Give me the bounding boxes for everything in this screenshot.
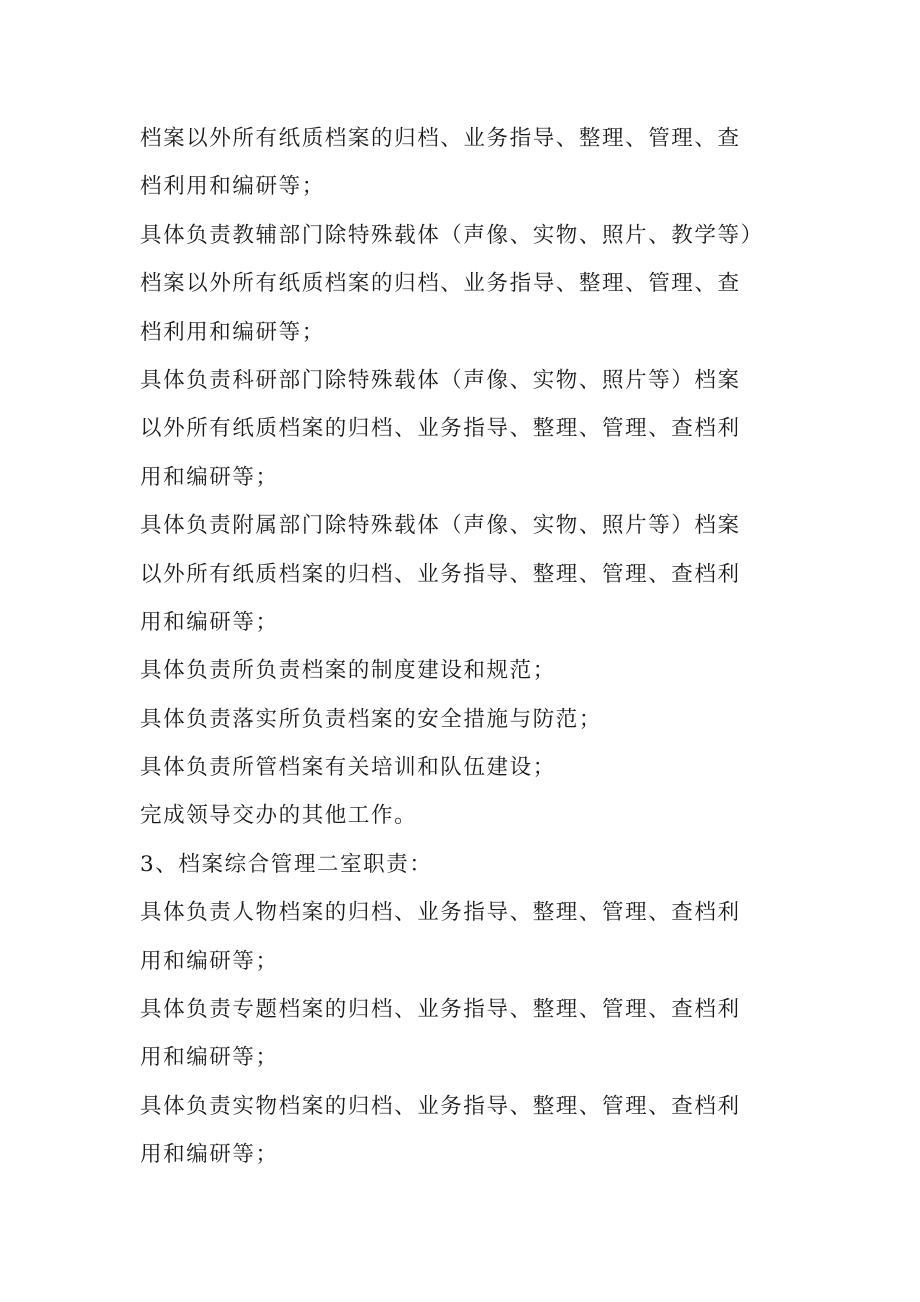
text-line: 具体负责人物档案的归档、业务指导、整理、管理、查档利 — [140, 900, 741, 926]
text-line: 完成领导交办的其他工作。 — [140, 803, 418, 829]
text-line: 具体负责科研部门除特殊载体（声像、实物、照片等）档案 — [140, 367, 741, 393]
text-line: 具体负责落实所负责档案的安全措施与防范； — [140, 706, 603, 732]
document-body — [140, 115, 790, 1180]
text-line: 以外所有纸质档案的归档、业务指导、整理、管理、查档利 — [140, 416, 741, 442]
text-line: 档利用和编研等； — [140, 319, 325, 345]
text-line: 用和编研等； — [140, 464, 279, 490]
text-line: 档利用和编研等； — [140, 174, 325, 200]
text-line: 具体负责所管档案有关培训和队伍建设； — [140, 755, 556, 781]
text-line: 具体负责所负责档案的制度建设和规范； — [140, 658, 556, 684]
text-line: 具体负责附属部门除特殊载体（声像、实物、照片等）档案 — [140, 513, 741, 539]
text-line: 用和编研等； — [140, 1142, 279, 1168]
text-line: 档案以外所有纸质档案的归档、业务指导、整理、管理、查 — [140, 126, 741, 151]
text-line: 具体负责实物档案的归档、业务指导、整理、管理、查档利 — [140, 1093, 741, 1119]
text-line: 用和编研等； — [140, 948, 279, 974]
text-line: 用和编研等； — [140, 609, 279, 635]
text-line: 档案以外所有纸质档案的归档、业务指导、整理、管理、查 — [140, 271, 741, 297]
section-heading: 3、档案综合管理二室职责： — [140, 851, 433, 877]
text-line: 具体负责专题档案的归档、业务指导、整理、管理、查档利 — [140, 997, 741, 1023]
text-line: 以外所有纸质档案的归档、业务指导、整理、管理、查档利 — [140, 561, 741, 587]
text-line: 用和编研等； — [140, 1045, 279, 1071]
text-line: 具体负责教辅部门除特殊载体（声像、实物、照片、教学等） — [140, 222, 764, 248]
